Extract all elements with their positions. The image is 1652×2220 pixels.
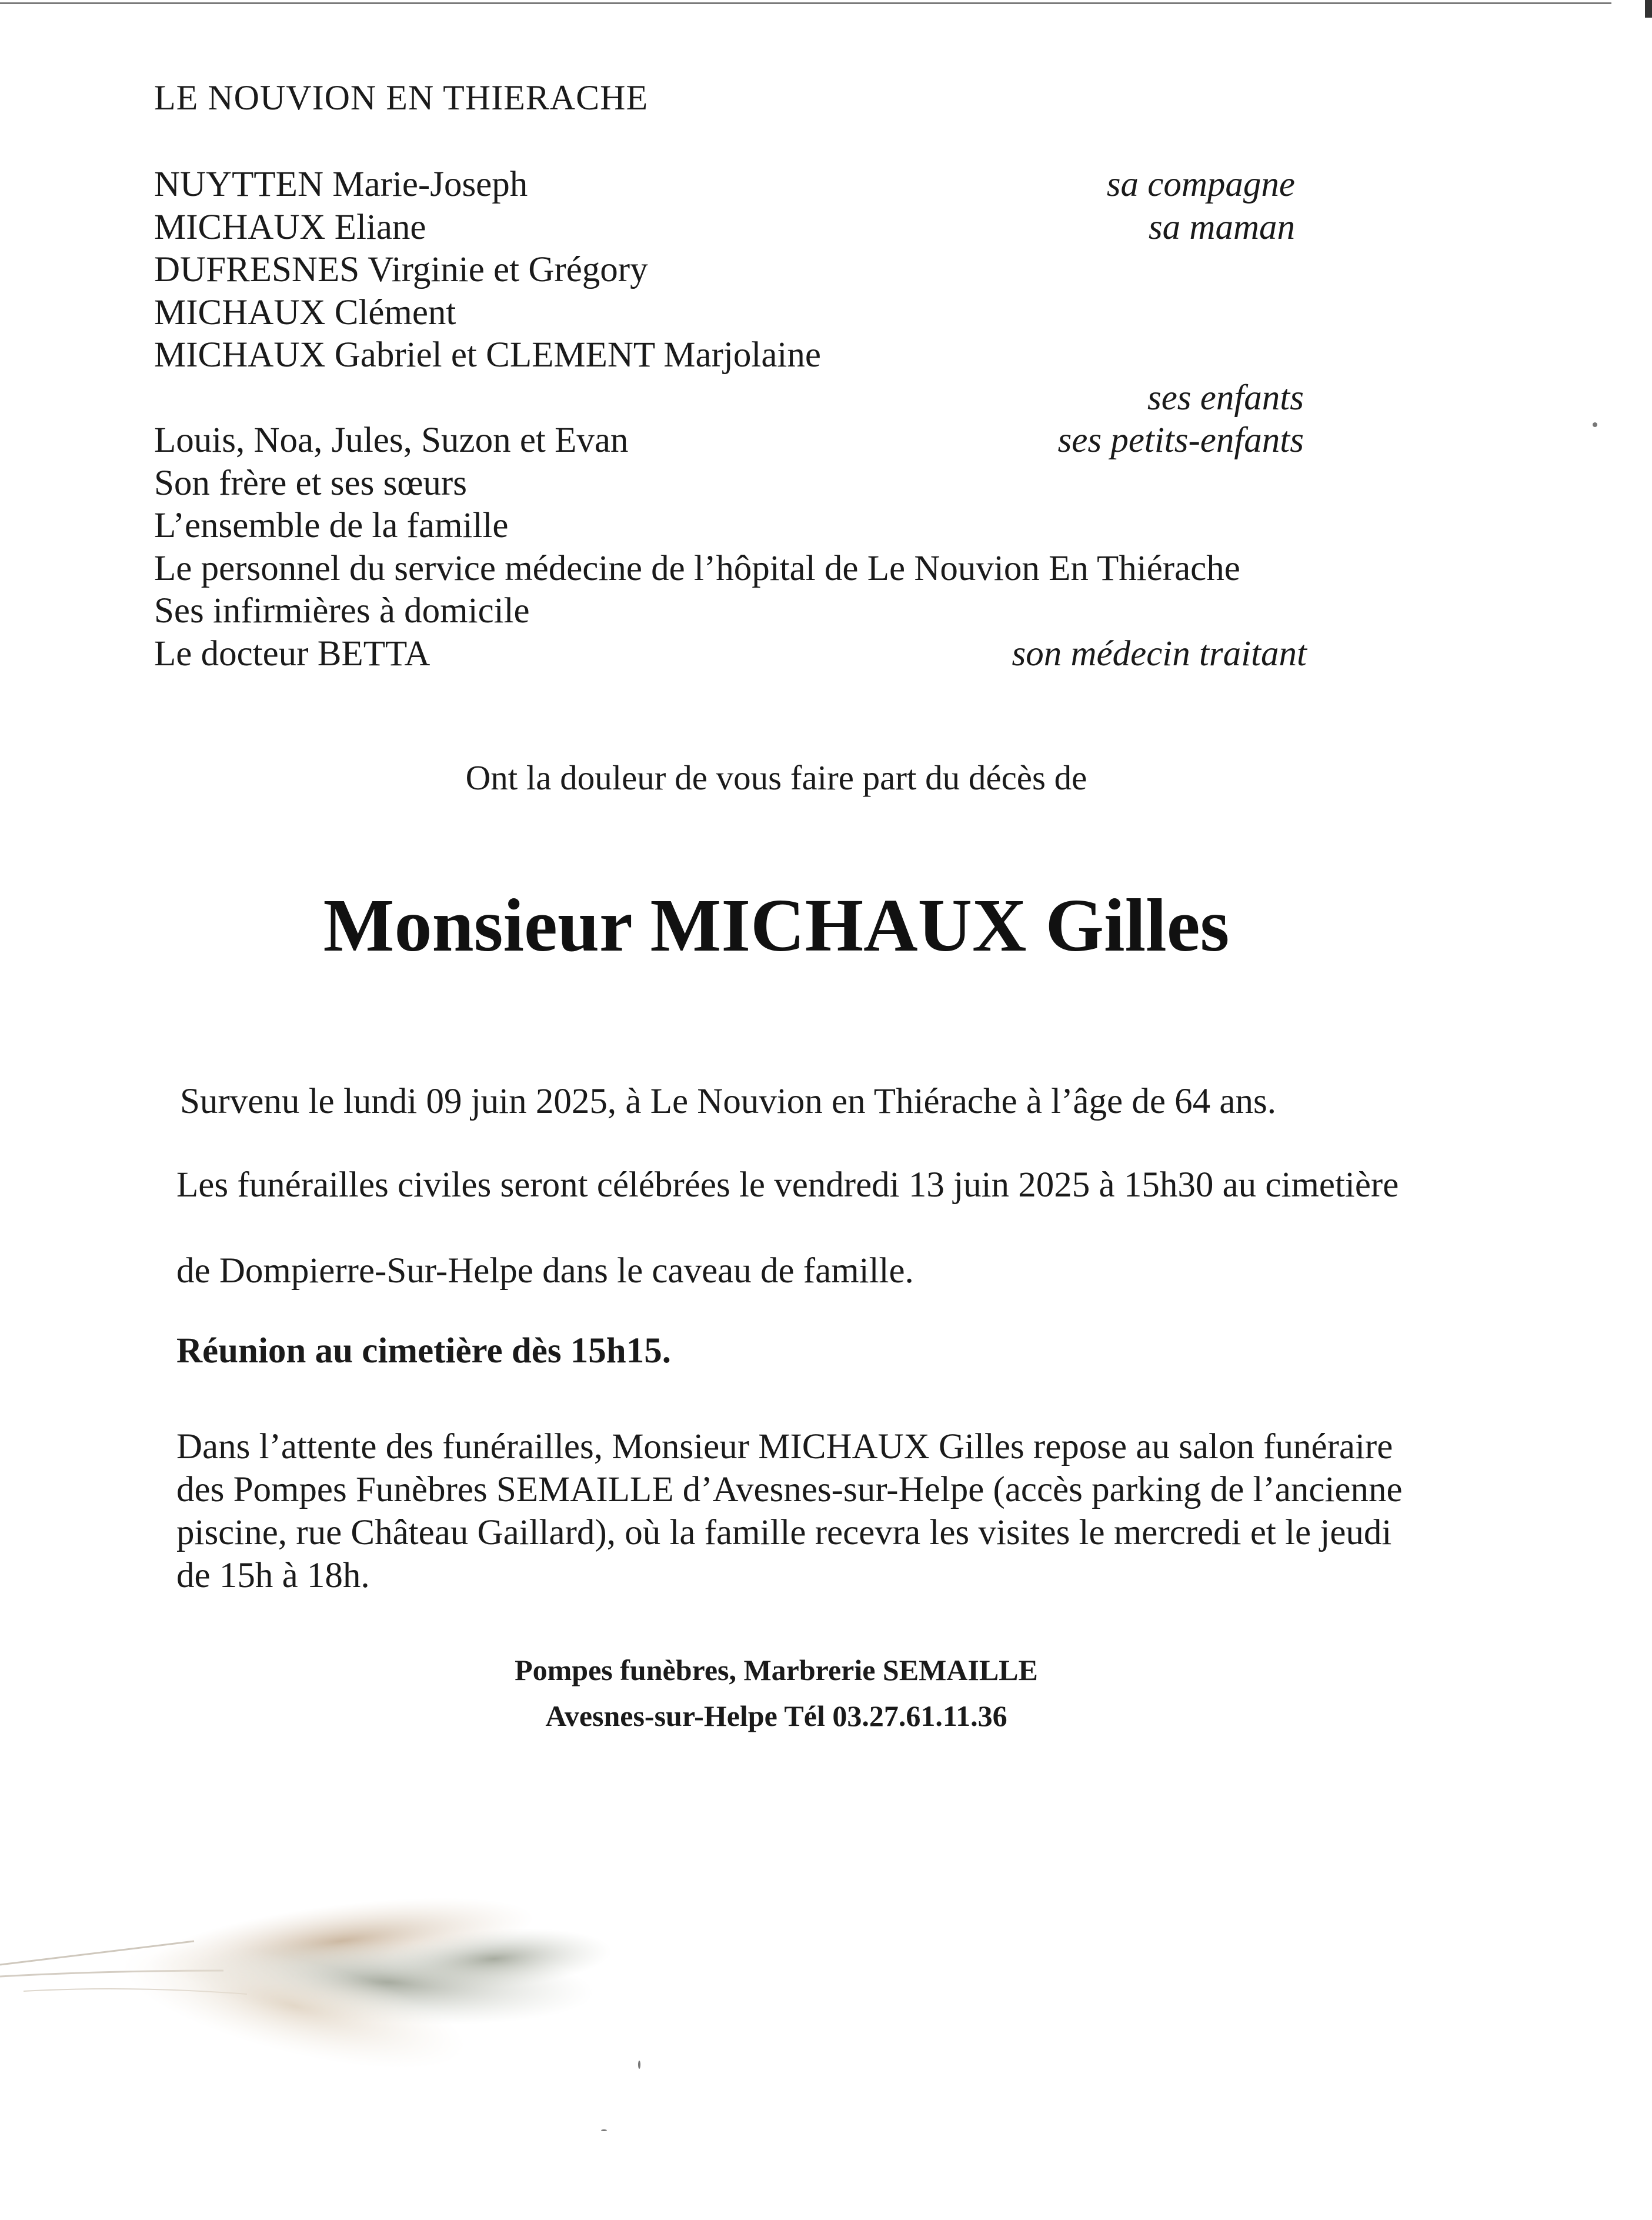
family-list	[154, 164, 1360, 675]
family-entry	[154, 548, 1360, 591]
family-name: L’ensemble de la famille	[154, 506, 509, 545]
scan-corner-mark	[1645, 0, 1652, 18]
family-entry	[154, 505, 1360, 548]
family-entry	[154, 419, 1360, 462]
scan-speck	[638, 2061, 640, 2069]
scan-speck	[601, 2129, 607, 2131]
family-entry	[154, 164, 1360, 206]
cemetery-meeting: Réunion au cimetière dès 15h15.	[176, 1331, 671, 1371]
death-date-paragraph: Survenu le lundi 09 juin 2025, à Le Nouvion en Thiérache à l’âge de 64 ans.	[180, 1082, 1276, 1121]
visitation-line: de 15h à 18h.	[176, 1556, 370, 1595]
scan-edge-line	[0, 2, 1611, 4]
family-name: MICHAUX Eliane	[154, 207, 426, 247]
family-entry	[154, 590, 1360, 633]
funeral-paragraph-line2: de Dompierre-Sur-Helpe dans le caveau de famille.	[176, 1251, 914, 1291]
town-heading: LE NOUVION EN THIERACHE	[154, 78, 649, 117]
funeral-home-name: Pompes funèbres, Marbrerie SEMAILLE	[515, 1654, 1038, 1686]
family-name: Le personnel du service médecine de l’hôpital de Le Nouvion En Thiérache	[154, 548, 1240, 588]
children-relation: ses enfants	[1147, 378, 1304, 418]
announcement-intro: Ont la douleur de vous faire part du décès de	[465, 758, 1087, 797]
family-entry	[154, 334, 1360, 377]
family-entry	[154, 462, 1360, 505]
funeral-paragraph-line1: Les funérailles civiles seront célébrées le vendredi 13 juin 2025 à 15h30 au cimetière	[176, 1165, 1399, 1205]
visitation-line: Dans l’attente des funérailles, Monsieur MICHAUX Gilles repose au salon funéraire	[176, 1427, 1393, 1466]
family-relation: sa maman	[1148, 207, 1295, 247]
funeral-home-contact: Avesnes-sur-Helpe Tél 03.27.61.11.36	[545, 1699, 1007, 1732]
family-name: DUFRESNES Virginie et Grégory	[154, 250, 648, 289]
family-entry	[154, 206, 1360, 249]
visitation-paragraph	[176, 1425, 1523, 1597]
family-entry	[154, 633, 1360, 676]
family-name: MICHAUX Clément	[154, 292, 456, 332]
family-name: Ses infirmières à domicile	[154, 591, 530, 631]
visitation-line: piscine, rue Château Gaillard), où la famille recevra les visites le mercredi et le jeudi	[176, 1513, 1392, 1552]
family-relation: sa compagne	[1106, 165, 1295, 204]
dried-grass-illustration	[0, 1882, 659, 2129]
family-name: MICHAUX Gabriel et CLEMENT Marjolaine	[154, 335, 821, 375]
grandchildren-names: Louis, Noa, Jules, Suzon et Evan	[154, 421, 629, 460]
family-name: Le docteur BETTA	[154, 634, 430, 674]
scan-speck	[1593, 422, 1597, 427]
family-relation: son médecin traitant	[1012, 634, 1307, 674]
deceased-name: Monsieur MICHAUX Gilles	[323, 884, 1230, 967]
family-entry	[154, 377, 1360, 420]
grandchildren-relation: ses petits-enfants	[1057, 421, 1304, 460]
family-entry	[154, 292, 1360, 335]
family-entry	[154, 249, 1360, 292]
family-name: NUYTTEN Marie-Joseph	[154, 165, 528, 204]
family-name: Son frère et ses sœurs	[154, 463, 467, 503]
visitation-line: des Pompes Funèbres SEMAILLE d’Avesnes-sur-Helpe (accès parking de l’ancienne	[176, 1470, 1403, 1509]
funeral-home-signature	[0, 1647, 1553, 1739]
